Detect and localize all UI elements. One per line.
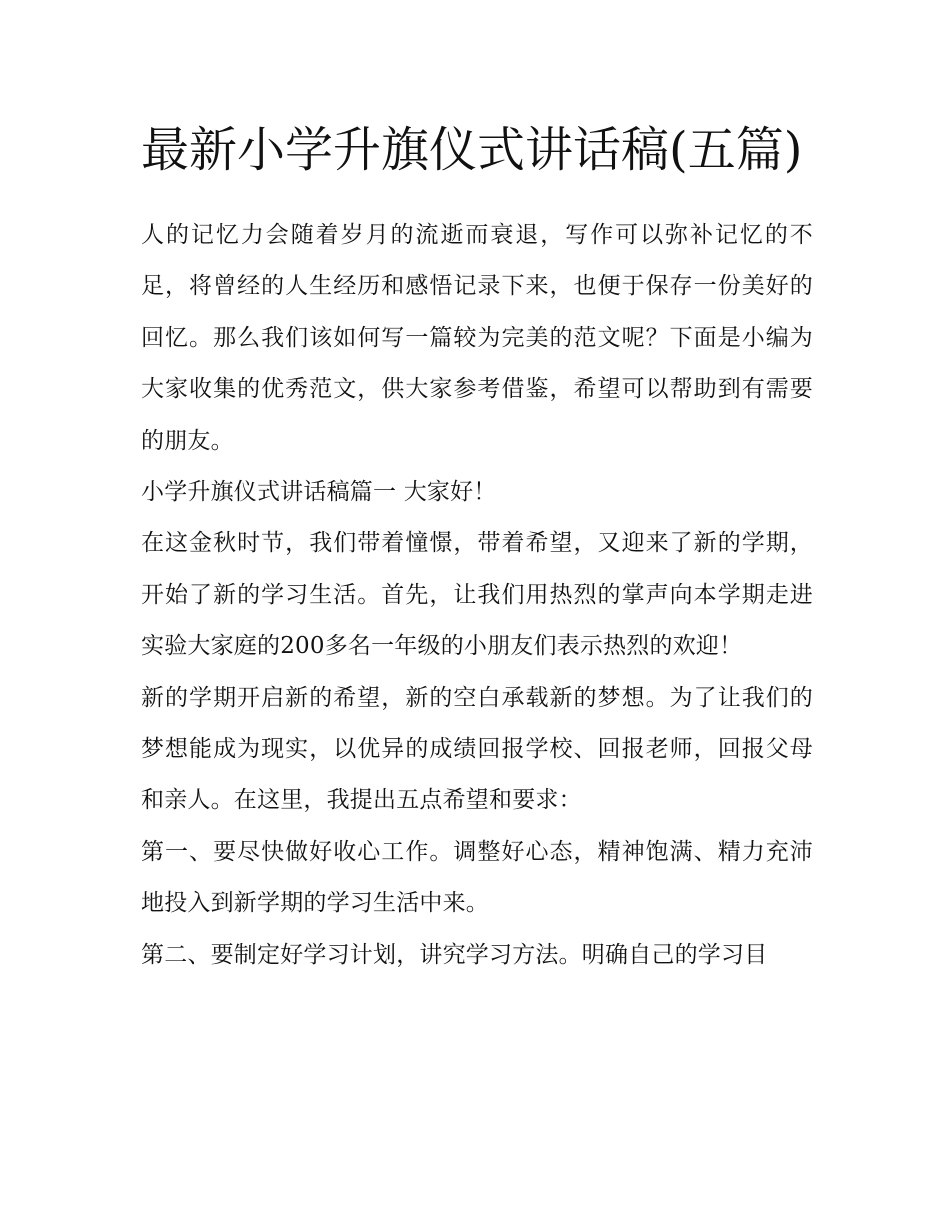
document-body (141, 112, 813, 981)
intro-paragraph: 人的记忆力会随着岁月的流逝而衰退，写作可以弥补记忆的不足，将曾经的人生经历和感悟记录下来，也便于保存一份美好的回忆。那么我们该如何写一篇较为完美的范文呢？下面是小编为大家收集的优秀范文，供大家参考借鉴，希望可以帮助到有需要的朋友。 (141, 222, 813, 454)
section-heading-paragraph: 小学升旗仪式讲话稿篇一 大家好！ (141, 479, 497, 506)
body-paragraph-hopes: 新的学期开启新的希望，新的空白承载新的梦想。为了让我们的梦想能成为现实，以优异的成绩回报学校、回报老师，回报父母和亲人。在这里，我提出五点希望和要求： (141, 684, 813, 814)
body-paragraph-welcome: 在这金秋时节，我们带着憧憬，带着希望，又迎来了新的学期，开始了新的学习生活。首先，让我们用热烈的掌声向本学期走进实验大家庭的200多名一年级的小朋友们表示热烈的欢迎！ (141, 530, 813, 660)
body-paragraph-first: 第一、要尽快做好收心工作。调整好心态，精神饱满、精力充沛地投入到新学期的学习生活中来。 (141, 838, 813, 917)
body-paragraph-second: 第二、要制定好学习计划，讲究学习方法。明确自己的学习目 (141, 941, 768, 968)
document-title: 最新小学升旗仪式讲话稿(五篇) (141, 122, 803, 178)
